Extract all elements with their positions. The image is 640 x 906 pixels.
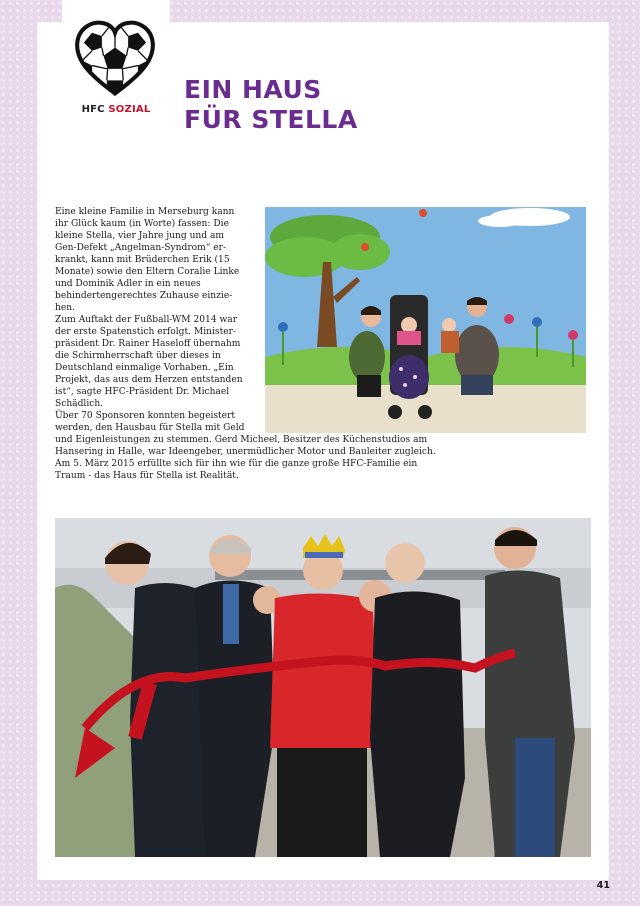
page-number: 41 — [596, 880, 610, 891]
ribbon-cutting-photo-image — [55, 518, 591, 857]
text-line: Gen-Defekt „Angelman-Syndrom“ er- — [55, 243, 227, 253]
text-line: ihr Glück kaum (in Worte) fassen: Die — [55, 219, 229, 229]
text-line: Projekt, das aus dem Herzen entstanden — [55, 375, 243, 385]
logo-text-sozial: SOZIAL — [108, 104, 151, 115]
text-line: hen. — [55, 303, 75, 313]
text-line: behindertengerechtes Zuhause einzie- — [55, 291, 233, 301]
text-line: krankt, kann mit Brüderchen Erik (15 — [55, 255, 230, 265]
text-line: präsident Dr. Rainer Haseloff übernahm — [55, 339, 241, 349]
text-line: Eine kleine Familie in Merseburg kann — [55, 207, 235, 217]
title-line-1: EIN HAUS — [184, 75, 322, 104]
article-column-text — [55, 206, 260, 410]
text-line: Hansering in Halle, war Ideengeber, unermüdlicher Motor und Bauleiter zugleich. — [55, 447, 436, 457]
text-line: Am 5. März 2015 erfüllte sich für ihn wie für die ganze große HFC-Familie ein — [55, 459, 418, 469]
text-line: ist“, sagte HFC-Präsident Dr. Michael — [55, 387, 230, 397]
logo-text-hfc: HFC — [81, 104, 105, 115]
text-line: der erste Spatenstich erfolgt. Minister- — [55, 327, 237, 337]
text-line: Monate) sowie den Eltern Coralie Linke — [55, 267, 240, 277]
text-line: und Dominik Adler in ein neues — [55, 279, 201, 289]
text-line: Traum - das Haus für Stella ist Realität. — [55, 471, 239, 481]
logo-text — [62, 104, 170, 115]
family-photo — [265, 207, 586, 433]
text-line: Schädlich. — [55, 399, 104, 409]
text-line: Deutschland einmalige Vorhaben. „Ein — [55, 363, 234, 373]
text-line: Zum Auftakt der Fußball-WM 2014 war — [55, 315, 238, 325]
ribbon-cutting-photo — [55, 518, 591, 857]
title-line-2: FÜR STELLA — [184, 105, 358, 134]
text-line: Über 70 Sponsoren konnten begeistert — [55, 411, 236, 421]
text-line: und Eigenleistungen zu stemmen. Gerd Micheel, Besitzer des Küchenstudios am — [55, 435, 428, 445]
article-title — [184, 75, 358, 135]
text-line: kleine Stella, vier Jahre jung und am — [55, 231, 225, 241]
football-heart-icon — [74, 18, 156, 100]
hfc-sozial-logo — [62, 0, 170, 128]
text-line: werden, den Hausbau für Stella mit Geld — [55, 423, 245, 433]
text-line: die Schirmherrschaft über dieses in — [55, 351, 221, 361]
family-photo-image — [265, 207, 586, 433]
